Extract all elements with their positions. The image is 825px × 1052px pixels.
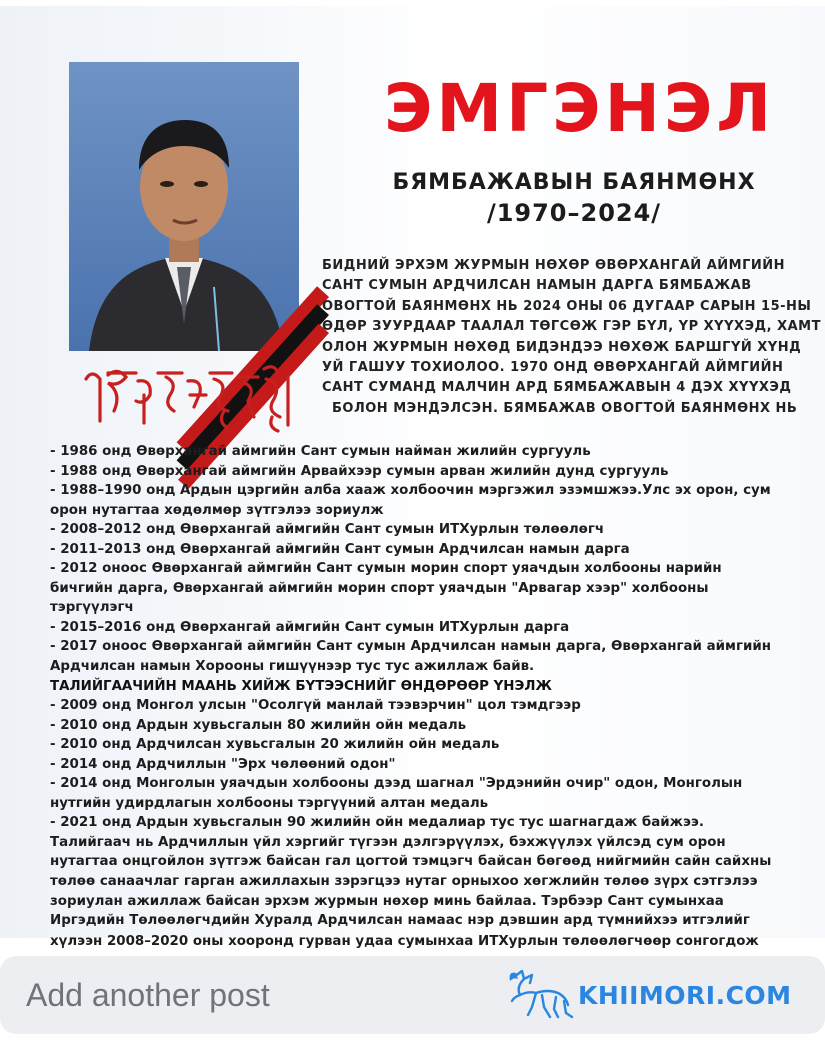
memorial-title: ЭМГЭНЭЛ [384, 70, 776, 147]
bio-line: - 2011–2013 онд Өвөрхангай аймгийн Сант сумын Ардчилсан намын дарга [50, 541, 630, 557]
intro-line: БОЛОН МЭНДЭЛСЭН. БЯМБАЖАВ ОВОГТОЙ БАЯНМӨНХ НЬ [332, 400, 798, 416]
bio-line: - 2012 оноос Өвөрхангай аймгийн Сант сумын морин спорт уяачдын холбооны нарийн [50, 561, 722, 577]
bio-line: Ардчилсан намын Хорооны гишүүнээр тус тус ажиллаж байв. [50, 659, 535, 675]
intro-line: БИДНИЙ ЭРХЭМ ЖУРМЫН НӨХӨР ӨВӨРХАНГАЙ АЙМГИЙН [322, 258, 786, 273]
bio-line: - 2014 онд Монголын уяачдын холбооны дээд шагнал "Эрдэнийн очир" одон, Монголын [50, 776, 743, 792]
portrait-photo [69, 62, 299, 351]
portrait-figure [69, 62, 299, 351]
intro-line: САНТ СУМЫН АРДЧИЛСАН НАМЫН ДАРГА БЯМБАЖАВ [322, 278, 752, 294]
bio-line: зориулан ажиллаж байсан эрхэм журмын нөхөр минь байлаа. Тэрбээр Сант сумынхаа [50, 893, 724, 909]
bio-line: - 1988 онд Өвөрхангай аймгийн Арвайхээр сумын арван жилийн дунд сургууль [50, 463, 669, 479]
intro-line: ОЛОН ЖУРМЫН НӨХӨД БИДЭНДЭЭ НӨХӨЖ БАРШГҮЙ ХҮНД [322, 339, 802, 355]
intro-paragraph [322, 256, 822, 419]
intro-line: ОВОГТОЙ БАЯНМӨНХ НЬ 2024 ОНЫ 06 ДУГААР САРЫН 15-НЫ [322, 298, 812, 314]
bio-line: тэргүүлэгч [50, 600, 134, 616]
bio-line: - 2014 онд Ардчиллын "Эрх чөлөөний одон" [50, 756, 396, 772]
bio-line: бичгийн дарга, Өвөрхангай аймгийн морин спорт уяачдын "Арвагар хээр" холбооны [50, 580, 709, 596]
tibetan-mantra-calligraphy [78, 361, 300, 436]
bio-line: - 1988–1990 онд Ардын цэргийн алба хааж холбоочин мэргэжил эзэмшжээ.Улс эх орон, сум [50, 483, 771, 499]
bio-line: - 2021 онд Ардын хувьсгалын 90 жилийн ойн медалиар тус тус шагнагдаж байжээ. [50, 815, 704, 831]
life-years: /1970–2024/ [486, 199, 662, 227]
bio-line: - 2017 оноос Өвөрхангай аймгийн Сант сумын Ардчилсан намын дарга, Өвөрхангай аймгийн [50, 639, 771, 655]
brand-name: KHIIMORI.COM [578, 980, 792, 1010]
bio-line: - 2008–2012 онд Өвөрхангай аймгийн Сант сумын ИТХурлын төлөөлөгч [50, 522, 605, 538]
add-another-post-button[interactable]: Add another post [26, 977, 270, 1013]
awards-heading: ТАЛИЙГААЧИЙН МААНЬ ХИЙЖ БҮТЭЭСНИЙГ ӨНДӨРӨӨР ҮНЭЛЖ [50, 678, 552, 694]
deceased-name: БЯМБАЖАВЫН БАЯНМӨНХ [392, 170, 756, 195]
bio-line: төлөө санаачлаг гарган ажиллахын зэрэгцээ нутаг орныхоо хөгжлийн төлөө зүрх сэтгэлээ [50, 874, 758, 890]
horse-logo-icon [506, 967, 578, 1023]
bio-line-cut-off: хүлээн 2008–2020 оны хооронд гурван удаа сумынхаа ИТХурлын төлөөлөгчөөр сонгогдож [50, 934, 759, 949]
intro-line: УЙ ГАШУУ ТОХИОЛОО. 1970 ОНД ӨВӨРХАНГАЙ АЙМГИЙН [322, 360, 784, 376]
khiimori-watermark [506, 966, 806, 1024]
intro-line: ӨДӨР ЗУУРДААР ТААЛАЛ ТӨГСӨЖ ГЭР БҮЛ, ҮР ХҮҮХЭД, ХАМТ [322, 319, 821, 335]
bio-line: Иргэдийн Төлөөлөгчдийн Хуралд Ардчилсан намаас нэр дэвшин ард түмнийхээ итгэлийг [50, 913, 750, 929]
bio-line: - 2015–2016 онд Өвөрхангай аймгийн Сант сумын ИТХурлын дарга [50, 619, 570, 635]
bio-line: - 1986 онд Өвөрхангай аймгийн Сант сумын найман жилийн сургууль [50, 444, 591, 459]
bio-line: орон нутагтаа хөдөлмөр зүтгэлээ зориулж [50, 502, 384, 518]
bio-line: Талийгаач нь Ардчиллын үйл хэргийг түгээн дэлгэрүүлэх, бэхжүүлэх үйлсэд сум орон [50, 834, 726, 850]
intro-line: САНТ СУМАНД МАЛЧИН АРД БЯМБАЖАВЫН 4 ДЭХ ХҮҮХЭД [322, 380, 792, 396]
bio-line: нутагтаа онцгойлон зүтгэж байсан гал цогтой тэмцэгч байсан бөгөөд нийгмийн сайн сайхны [50, 854, 772, 870]
memorial-post-image[interactable] [0, 6, 825, 949]
biography-text [50, 442, 825, 931]
bio-line: - 2009 онд Монгол улсын "Осолгүй манлай тээвэрчин" цол тэмдгээр [50, 698, 581, 714]
bio-line: - 2010 онд Ардын хувьсгалын 80 жилийн ойн медаль [50, 717, 467, 733]
bio-line: нутгийн удирдлагын холбооны тэргүүний алтан медаль [50, 795, 489, 811]
bio-line: - 2010 онд Ардчилсан хувьсгалын 20 жилийн ойн медаль [50, 737, 500, 753]
